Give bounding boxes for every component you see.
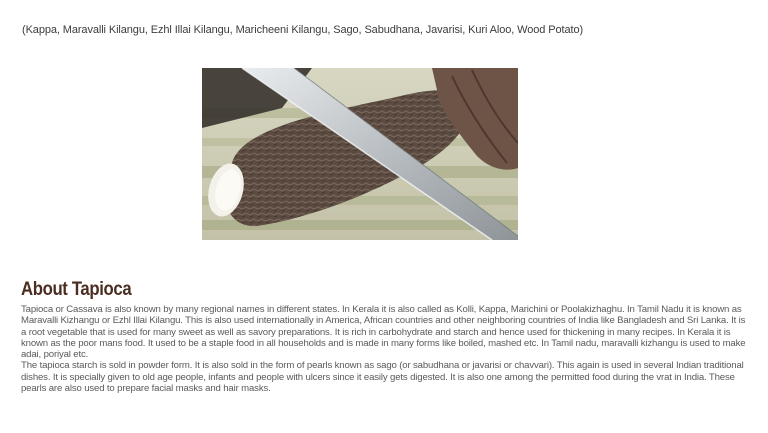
article-body — [21, 304, 746, 394]
section-heading: About Tapioca — [21, 279, 132, 300]
alternate-names-line: (Kappa, Maravalli Kilangu, Ezhl Illai Kilangu, Maricheeni Kilangu, Sago, Sabudhana, Javarisi, Kuri Aloo, Wood Potato) — [22, 24, 584, 36]
paragraph: The tapioca starch is sold in powder form. It is also sold in the form of pearls known as sago (or sabudhana or javarisi or chavvari). This again is used in several Indian traditional dishes. It is specially given to old age people, infants and people with ulcers since it easily gets digested. It is also one among the permitted food during the vrat in India. These pearls are also used to prepare facial masks and hair masks. — [21, 360, 744, 395]
paragraph: Tapioca or Cassava is also known by many regional names in different states. In Kerala it is also called as Kolli, Kappa, Marichini or Poolakizhaghu. In Tamil Nadu it is known as Maravalli Kizhangu or Ezhl Illai Kilangu. This is also used internationally in America, African countries and other neighboring countries of India like Bangladesh and Sri Lanka. It is a root vegetable that is used for many sweet as well as savory preparations. It is rich in carbohydrate and starch and hence used for thickening in many recipes. In Kerala it is known as the poor mans food. It used to be a staple food in all households and is made in many forms like boiled, mashed etc. In Tamil nadu, maravalli kizhangu is used to make adai, poriyal etc. — [21, 304, 746, 361]
tapioca-cutting-photo — [202, 68, 518, 240]
